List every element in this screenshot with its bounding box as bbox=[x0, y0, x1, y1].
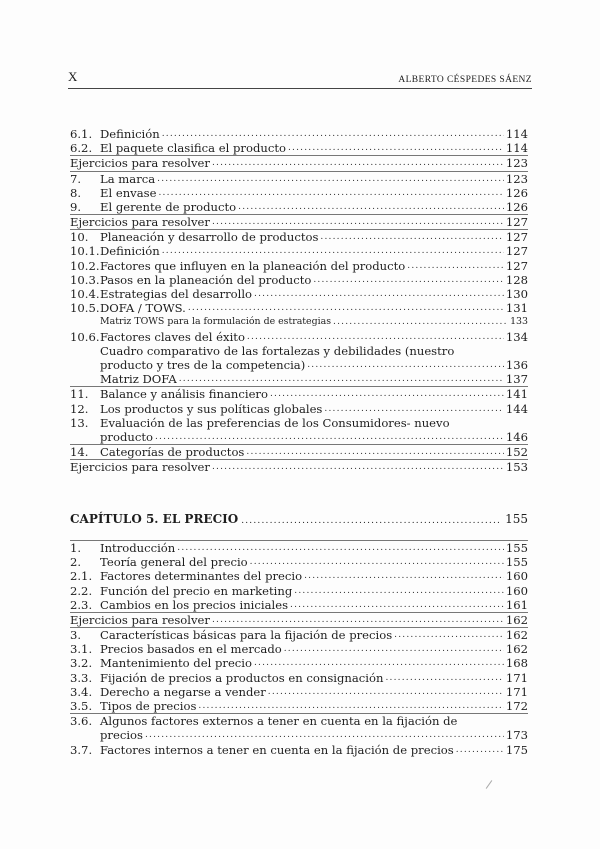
entry-page: 155 bbox=[505, 540, 528, 555]
entry-number: 8. bbox=[70, 185, 82, 200]
toc-entry bbox=[70, 540, 528, 555]
entry-page: 162 bbox=[505, 642, 528, 657]
dot-leader bbox=[385, 671, 503, 685]
dot-leader bbox=[212, 156, 504, 170]
dot-leader bbox=[456, 743, 504, 757]
toc-entry bbox=[70, 229, 528, 244]
entry-title: Matriz DOFA bbox=[100, 372, 177, 387]
dot-leader bbox=[145, 728, 504, 742]
entry-title: Matriz TOWS para la formulación de estrategias bbox=[100, 316, 332, 328]
dot-leader bbox=[212, 215, 504, 229]
entry-title: Definición bbox=[100, 126, 160, 141]
entry-title: Factores claves del éxito bbox=[100, 329, 245, 344]
chapter-title: CAPÍTULO 5. EL PRECIO bbox=[70, 512, 239, 526]
entry-number: 13. bbox=[70, 415, 89, 430]
entry-page: 136 bbox=[505, 358, 528, 372]
entry-number: 3.4. bbox=[70, 684, 93, 699]
entry-number: 12. bbox=[70, 401, 89, 416]
entry-title: Ejercicios para resolver bbox=[70, 156, 210, 171]
dot-leader bbox=[294, 584, 504, 598]
entry-title: Ejercicios para resolver bbox=[70, 215, 210, 230]
chapter-page: 155 bbox=[505, 512, 528, 526]
entry-title: Mantenimiento del precio bbox=[100, 656, 252, 671]
entry-number: 3.1. bbox=[70, 642, 93, 657]
dot-leader bbox=[157, 172, 504, 186]
toc-entry bbox=[70, 584, 528, 598]
toc-entry bbox=[70, 155, 528, 170]
toc-section-product bbox=[70, 127, 528, 475]
toc-entry bbox=[70, 699, 528, 713]
entry-number: 14. bbox=[70, 445, 89, 460]
toc-entry bbox=[70, 402, 528, 416]
dot-leader bbox=[177, 541, 504, 555]
entry-title: Factores determinantes del precio bbox=[100, 569, 303, 584]
toc-entry-multiline bbox=[70, 416, 528, 444]
dot-leader bbox=[320, 230, 503, 244]
toc-entry bbox=[70, 127, 528, 141]
entry-page: 114 bbox=[505, 141, 528, 156]
entry-number: 10.1. bbox=[70, 244, 100, 259]
entry-title: Ejercicios para resolver bbox=[70, 460, 210, 475]
entry-page: 127 bbox=[505, 244, 528, 259]
dot-leader bbox=[155, 430, 504, 444]
entry-title: Teoría general del precio bbox=[100, 555, 248, 570]
dot-leader bbox=[158, 186, 503, 200]
entry-title: Balance y análisis financiero bbox=[100, 387, 268, 402]
entry-number: 10.5. bbox=[70, 301, 100, 316]
entry-number: 10.6. bbox=[70, 329, 100, 344]
dot-leader bbox=[268, 685, 504, 699]
toc-entry bbox=[70, 671, 528, 685]
entry-number: 2.3. bbox=[70, 597, 93, 612]
dot-leader bbox=[333, 315, 508, 329]
entry-number: 2.1. bbox=[70, 569, 93, 584]
dot-leader bbox=[407, 259, 504, 273]
toc-entry bbox=[70, 612, 528, 627]
entry-page: 155 bbox=[505, 555, 528, 570]
entry-title: Planeación y desarrollo de productos bbox=[100, 230, 319, 245]
page-number: X bbox=[68, 69, 78, 84]
entry-number: 3.5. bbox=[70, 699, 93, 714]
dot-leader bbox=[212, 613, 504, 627]
toc-entry bbox=[70, 642, 528, 656]
toc-entry bbox=[70, 171, 528, 186]
entry-number: 7. bbox=[70, 171, 82, 186]
dot-leader bbox=[394, 628, 504, 642]
dot-leader bbox=[250, 555, 504, 569]
dot-leader bbox=[254, 287, 504, 301]
entry-page: 133 bbox=[510, 316, 528, 328]
entry-number: 2.2. bbox=[70, 583, 93, 598]
toc-entry bbox=[70, 627, 528, 642]
entry-title-line1: Cuadro comparativo de las fortalezas y debilidades (nuestro bbox=[100, 343, 455, 358]
entry-title: Introducción bbox=[100, 540, 176, 555]
dot-leader bbox=[307, 358, 504, 372]
entry-page: 141 bbox=[505, 387, 528, 402]
entry-number: 3.2. bbox=[70, 656, 93, 671]
entry-title: El gerente de producto bbox=[100, 199, 237, 214]
chapter-heading bbox=[70, 512, 528, 526]
entry-page: 134 bbox=[505, 329, 528, 344]
entry-title-line1: Evaluación de las preferencias de los Consumidores- nuevo bbox=[100, 415, 450, 430]
entry-page: 146 bbox=[505, 429, 528, 444]
dot-leader bbox=[313, 273, 504, 287]
dot-leader bbox=[304, 569, 504, 583]
entry-page: 160 bbox=[505, 583, 528, 598]
toc-entry bbox=[70, 330, 528, 344]
toc-entry-multiline bbox=[70, 344, 528, 372]
toc-entry bbox=[70, 200, 528, 214]
entry-title: Factores que influyen en la planeación del producto bbox=[100, 258, 406, 273]
entry-page: 172 bbox=[505, 699, 528, 714]
entry-title: Categorías de productos bbox=[100, 445, 245, 460]
entry-number: 10.2. bbox=[70, 258, 100, 273]
entry-title: Cambios en los precios iniciales bbox=[100, 597, 289, 612]
entry-number: 3.3. bbox=[70, 670, 93, 685]
dot-leader bbox=[188, 301, 504, 315]
entry-page: 128 bbox=[505, 272, 528, 287]
entry-page: 114 bbox=[505, 126, 528, 141]
entry-number: 10. bbox=[70, 230, 89, 245]
toc-entry bbox=[70, 386, 528, 401]
entry-number: 2. bbox=[70, 555, 82, 570]
toc-entry bbox=[70, 555, 528, 569]
entry-page: 123 bbox=[505, 156, 528, 171]
toc-entry bbox=[70, 186, 528, 200]
dot-leader bbox=[212, 460, 504, 474]
running-header bbox=[68, 70, 532, 89]
entry-title: Pasos en la planeación del producto bbox=[100, 272, 312, 287]
entry-number: 10.3. bbox=[70, 272, 100, 287]
entry-page: 123 bbox=[505, 171, 528, 186]
pencil-mark bbox=[486, 780, 493, 789]
entry-page: 162 bbox=[505, 628, 528, 643]
entry-page: 130 bbox=[505, 287, 528, 302]
entry-number: 1. bbox=[70, 540, 82, 555]
entry-title: Definición bbox=[100, 244, 160, 259]
toc-entry-multiline bbox=[70, 713, 528, 742]
dot-leader bbox=[270, 387, 504, 401]
entry-title: Derecho a negarse a vender bbox=[100, 684, 266, 699]
entry-page: 127 bbox=[505, 230, 528, 245]
dot-leader bbox=[284, 642, 504, 656]
toc-entry bbox=[70, 569, 528, 583]
dot-leader bbox=[288, 141, 504, 155]
entry-title: DOFA / TOWS. bbox=[100, 301, 186, 316]
entry-page: 171 bbox=[505, 670, 528, 685]
entry-title: Estrategias del desarrollo bbox=[100, 287, 253, 302]
dot-leader bbox=[246, 445, 503, 459]
toc-entry bbox=[70, 214, 528, 229]
toc-entry bbox=[70, 372, 528, 386]
entry-page: 131 bbox=[505, 301, 528, 316]
toc-entry bbox=[70, 459, 528, 474]
entry-page: 160 bbox=[505, 569, 528, 584]
entry-title: Características básicas para la fijación de precios bbox=[100, 628, 393, 643]
entry-title: Precios basados en el mercado bbox=[100, 642, 282, 657]
entry-number: 3.7. bbox=[70, 742, 93, 757]
entry-title: El envase bbox=[100, 185, 157, 200]
dot-leader bbox=[179, 372, 504, 386]
entry-title: Factores internos a tener en cuenta en la fijación de precios bbox=[100, 742, 454, 757]
dot-leader bbox=[241, 516, 502, 526]
entry-title-line2: producto y tres de la competencia) bbox=[100, 358, 306, 372]
toc-entry bbox=[70, 273, 528, 287]
author-name: ALBERTO CÉSPEDES SÁENZ bbox=[398, 75, 532, 85]
entry-page: 137 bbox=[505, 372, 528, 387]
entry-page: 144 bbox=[505, 401, 528, 416]
entry-number: 6.2. bbox=[70, 141, 93, 156]
entry-page: 126 bbox=[505, 185, 528, 200]
toc-entry bbox=[70, 259, 528, 273]
entry-title: El paquete clasifica el producto bbox=[100, 141, 286, 156]
toc-entry bbox=[70, 598, 528, 612]
entry-page: 127 bbox=[505, 258, 528, 273]
dot-leader bbox=[198, 699, 503, 713]
entry-title: Tipos de precios bbox=[100, 699, 197, 714]
entry-number: 6.1. bbox=[70, 126, 93, 141]
toc-entry bbox=[70, 685, 528, 699]
toc-entry bbox=[70, 657, 528, 671]
entry-number: 3. bbox=[70, 628, 82, 643]
entry-page: 127 bbox=[505, 215, 528, 230]
dot-leader bbox=[162, 127, 504, 141]
dot-leader bbox=[247, 330, 504, 344]
toc-entry bbox=[70, 301, 528, 315]
toc-entry bbox=[70, 287, 528, 301]
entry-page: 126 bbox=[505, 199, 528, 214]
toc-entry bbox=[70, 743, 528, 757]
toc-entry bbox=[70, 245, 528, 259]
entry-number: 9. bbox=[70, 199, 82, 214]
entry-number: 11. bbox=[70, 387, 89, 402]
toc-section-price bbox=[70, 540, 528, 757]
entry-page: 173 bbox=[505, 728, 528, 743]
entry-page: 175 bbox=[505, 742, 528, 757]
dot-leader bbox=[162, 244, 504, 258]
entry-page: 161 bbox=[505, 597, 528, 612]
entry-title-line2: precios bbox=[100, 728, 143, 743]
entry-number: 3.6. bbox=[70, 714, 93, 729]
entry-page: 153 bbox=[505, 460, 528, 475]
entry-title: Ejercicios para resolver bbox=[70, 612, 210, 627]
entry-page: 171 bbox=[505, 684, 528, 699]
dot-leader bbox=[324, 402, 503, 416]
dot-leader bbox=[290, 598, 504, 612]
toc-entry bbox=[70, 141, 528, 155]
entry-title: Función del precio en marketing bbox=[100, 583, 293, 598]
toc-entry bbox=[70, 444, 528, 459]
entry-page: 168 bbox=[505, 656, 528, 671]
dot-leader bbox=[254, 656, 504, 670]
entry-title: Fijación de precios a productos en consignación bbox=[100, 670, 384, 685]
toc-entry bbox=[70, 315, 528, 329]
entry-title: Los productos y sus políticas globales bbox=[100, 401, 323, 416]
dot-leader bbox=[238, 200, 504, 214]
entry-title: La marca bbox=[100, 171, 156, 186]
entry-page: 162 bbox=[505, 612, 528, 627]
entry-title-line2: producto bbox=[100, 429, 153, 444]
entry-page: 152 bbox=[505, 445, 528, 460]
entry-title-line1: Algunos factores externos a tener en cuenta en la fijación de bbox=[100, 714, 458, 729]
entry-number: 10.4. bbox=[70, 287, 100, 302]
